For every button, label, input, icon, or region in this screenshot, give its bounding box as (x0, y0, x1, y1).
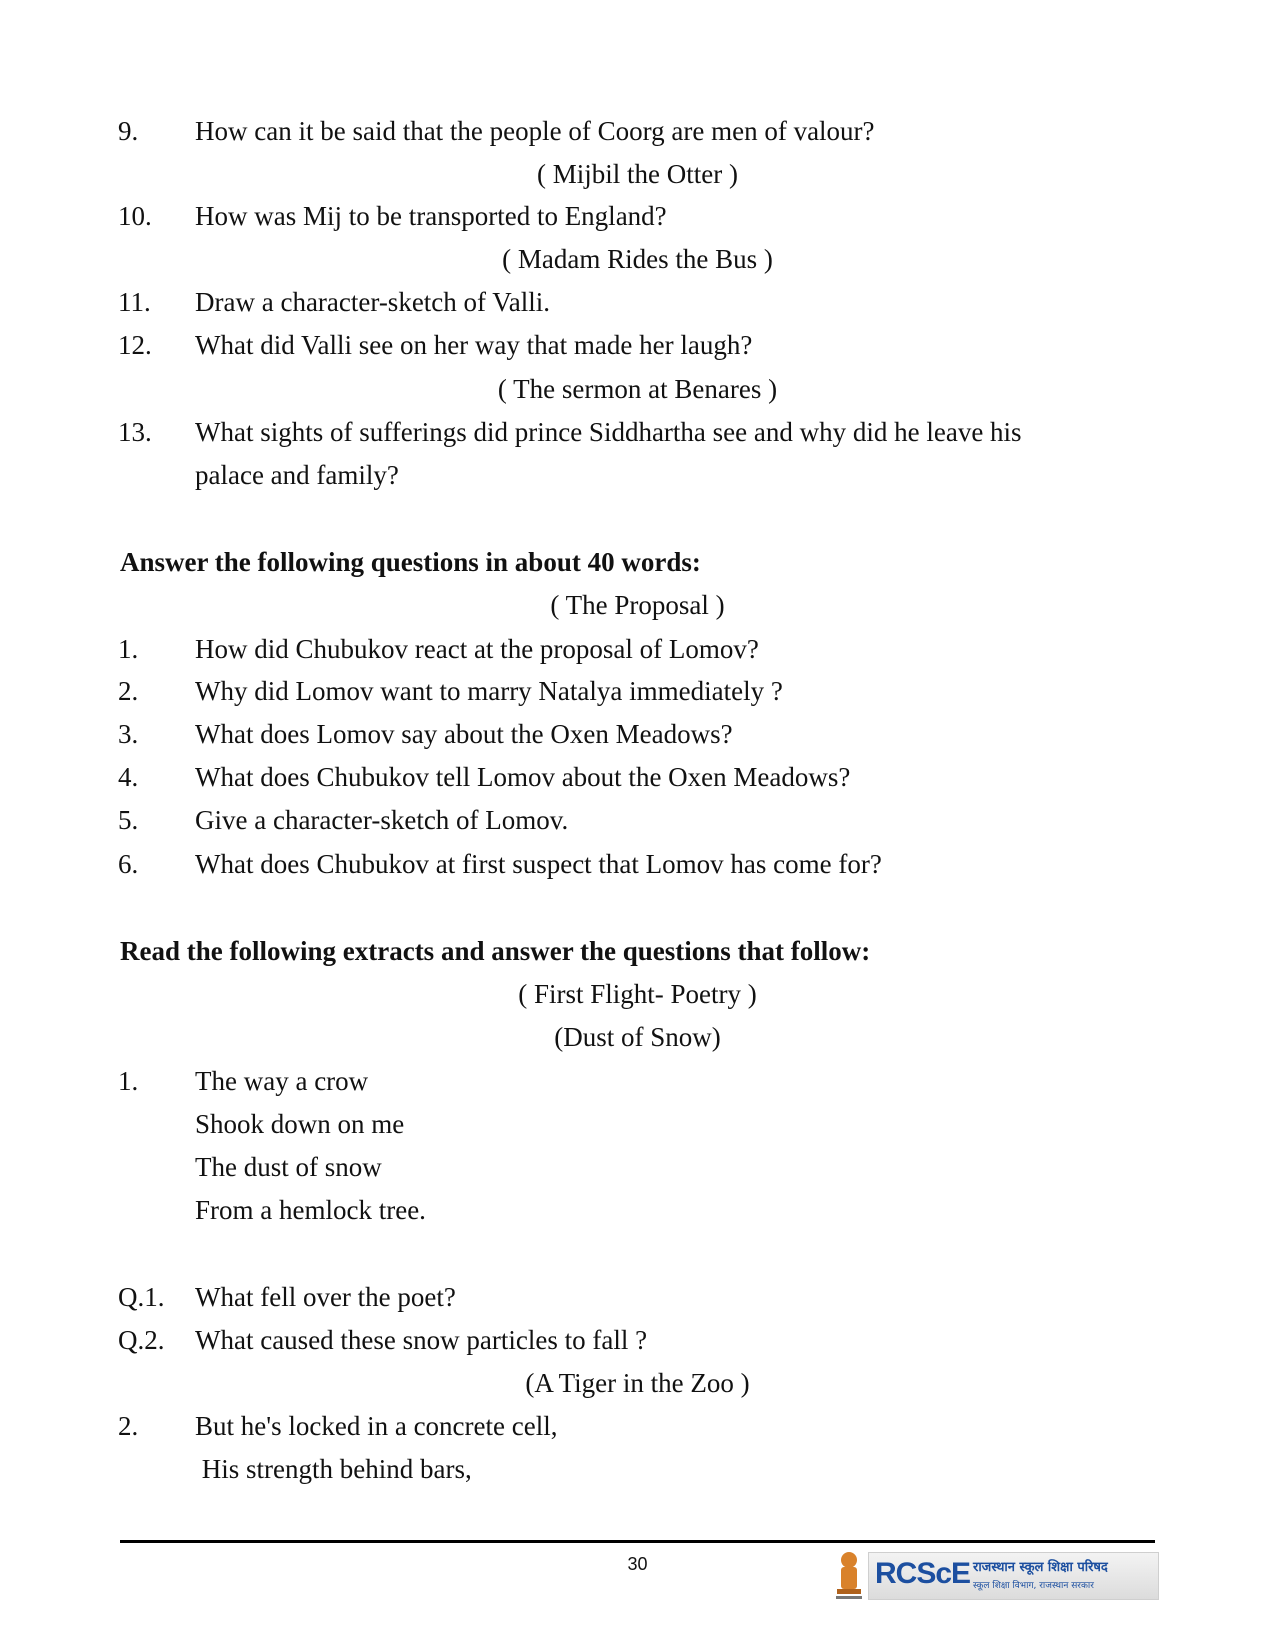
poem-line: The way a crow (195, 1066, 369, 1096)
section-heading-extracts: Read the following extracts and answer the questions that follow: (120, 936, 871, 966)
question-number: 3. (118, 719, 139, 749)
section-title-sermon: ( The sermon at Benares ) (497, 374, 778, 404)
question-text: What does Lomov say about the Oxen Meadows? (195, 719, 733, 749)
section-heading-40-words: Answer the following questions in about 40 words: (120, 547, 701, 577)
question-text: How did Chubukov react at the proposal of Lomov? (195, 634, 759, 664)
question-number: Q.1. (118, 1282, 165, 1312)
poem-line: The dust of snow (195, 1152, 382, 1182)
logo-hindi-subtitle: स्कूल शिक्षा विभाग, राजस्थान सरकार (973, 1581, 1094, 1591)
poem-line: From a hemlock tree. (195, 1195, 426, 1225)
question-number: 6. (118, 849, 139, 879)
question-number: 9. (118, 116, 139, 146)
question-number: 11. (118, 287, 151, 317)
page-number: 30 (627, 1554, 648, 1574)
section-title-mijbil: ( Mijbil the Otter ) (537, 159, 738, 189)
question-text: Why did Lomov want to marry Natalya immediately ? (195, 676, 783, 706)
question-text: What does Chubukov tell Lomov about the Oxen Meadows? (195, 762, 851, 792)
logo-banner (868, 1552, 1159, 1600)
question-text: What fell over the poet? (195, 1282, 456, 1312)
rcsce-logo (832, 1549, 1157, 1604)
question-number: Q.2. (118, 1325, 165, 1355)
question-text: Give a character-sketch of Lomov. (195, 805, 569, 835)
state-emblem-icon (832, 1549, 866, 1604)
question-text: What sights of sufferings did prince Siddhartha see and why did he leave his (195, 417, 1022, 447)
question-text: palace and family? (195, 460, 399, 490)
poem-line: His strength behind bars, (195, 1454, 472, 1484)
extract-number: 2. (118, 1411, 139, 1441)
question-text: What does Chubukov at first suspect that Lomov has come for? (195, 849, 882, 879)
question-text: How can it be said that the people of Coorg are men of valour? (195, 116, 875, 146)
question-number: 5. (118, 805, 139, 835)
section-title-first-flight: ( First Flight- Poetry ) (518, 979, 757, 1009)
question-number: 10. (118, 201, 152, 231)
logo-hindi-title: राजस्थान स्कूल शिक्षा परिषद (973, 1560, 1108, 1575)
question-number: 1. (118, 634, 139, 664)
poem-line: Shook down on me (195, 1109, 405, 1139)
poem-line: But he's locked in a concrete cell, (195, 1411, 558, 1441)
question-text: What did Valli see on her way that made her laugh? (195, 330, 753, 360)
footer-divider (120, 1540, 1155, 1543)
question-number: 13. (118, 417, 152, 447)
question-number: 4. (118, 762, 139, 792)
section-title-madam: ( Madam Rides the Bus ) (502, 244, 773, 274)
section-title-proposal: ( The Proposal ) (550, 590, 725, 620)
logo-text: RCScE (875, 1557, 971, 1590)
question-number: 2. (118, 676, 139, 706)
question-number: 12. (118, 330, 152, 360)
section-title-tiger: (A Tiger in the Zoo ) (525, 1368, 750, 1398)
section-title-dust-of-snow: (Dust of Snow) (554, 1022, 721, 1052)
question-text: What caused these snow particles to fall ? (195, 1325, 648, 1355)
question-text: How was Mij to be transported to England? (195, 201, 667, 231)
extract-number: 1. (118, 1066, 139, 1096)
question-text: Draw a character-sketch of Valli. (195, 287, 551, 317)
